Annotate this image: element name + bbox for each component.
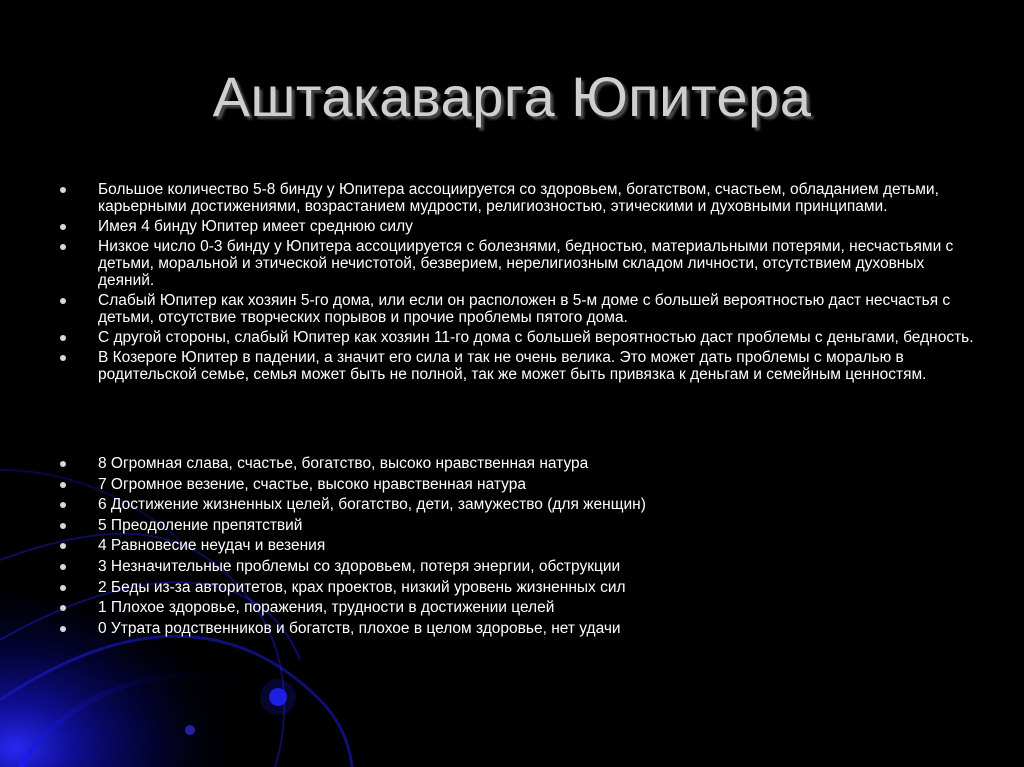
bullet-item (57, 329, 977, 346)
scale-text: 0 Утрата родственников и богатств, плохое в целом здоровье, нет удачи (98, 619, 621, 637)
scale-item (57, 455, 977, 472)
scale-text: 8 Огромная слава, счастье, богатство, высоко нравственная натура (98, 455, 589, 472)
bullet-text: Слабый Юпитер как хозяин 5-го дома, или если он расположен в 5-м доме с большей вероятностью даст несчастья с детьми, отсутствие творческих порывов и прочие проблемы пятого дома. (98, 292, 951, 326)
bullet-dot-icon (60, 502, 66, 508)
bullet-dot-icon (60, 224, 66, 230)
bullet-dot-icon (60, 543, 66, 549)
scale-text: 1 Плохое здоровье, поражения, трудности в достижении целей (98, 599, 555, 617)
bullet-text: Имея 4 бинду Юпитер имеет среднюю силу (98, 218, 413, 235)
bindu-scale-list (57, 455, 977, 640)
bullet-dot-icon (60, 298, 66, 304)
main-bullet-list (57, 181, 977, 386)
bullet-item (57, 218, 977, 235)
scale-text: 2 Беды из-за авторитетов, крах проектов, низкий уровень жизненных сил (98, 578, 626, 596)
slide-title: Аштакаварга Юпитера (212, 65, 812, 128)
scale-item (57, 476, 977, 493)
bullet-item (57, 349, 977, 383)
scale-text: 7 Огромное везение, счастье, высоко нравственная натура (98, 475, 526, 493)
bullet-dot-icon (60, 482, 66, 488)
scale-text: 5 Преодоление препятствий (98, 516, 303, 534)
bullet-dot-icon (60, 355, 66, 361)
scale-item (57, 558, 977, 575)
bullet-text: Низкое число 0-3 бинду у Юпитера ассоциируется с болезнями, бедностью, материальными потерями, несчастьями с детьми, моральной и этической нечистотой, безверием, нерелигиозным складом личности, отсутствием духовных деяний. (98, 238, 954, 289)
bullet-dot-icon (60, 585, 66, 591)
scale-text: 3 Незначительные проблемы со здоровьем, потеря энергии, обструкции (98, 557, 621, 575)
bullet-text: С другой стороны, слабый Юпитер как хозяин 11-го дома с большей вероятностью даст проблемы с деньгами, бедность. (98, 329, 974, 346)
bullet-item (57, 292, 977, 326)
bullet-dot-icon (60, 244, 66, 250)
scale-item (57, 579, 977, 596)
bullet-text: В Козероге Юпитер в падении, а значит его сила и так не очень велика. Это может дать проблемы с моралью в родительской семье, семья может быть не полной, так же может быть привязка к деньгам и семейным ценностям. (98, 349, 927, 383)
bullet-text: Большое количество 5-8 бинду у Юпитера ассоциируется со здоровьем, богатством, счастьем, обладанием детьми, карьерными достижениями, возрастанием мудрости, религиозностью, этическими и духовными принципами. (98, 181, 939, 215)
bullet-dot-icon (60, 335, 66, 341)
bullet-dot-icon (60, 564, 66, 570)
scale-item (57, 517, 977, 534)
scale-item (57, 620, 977, 637)
scale-text: 4 Равновесие неудач и везения (98, 537, 326, 555)
bullet-dot-icon (60, 626, 66, 632)
bullet-dot-icon (60, 461, 66, 467)
bullet-dot-icon (60, 605, 66, 611)
bullet-item (57, 238, 977, 289)
bullet-item (57, 181, 977, 215)
scale-item (57, 496, 977, 513)
scale-item (57, 599, 977, 616)
scale-item (57, 537, 977, 554)
scale-text: 6 Достижение жизненных целей, богатство, дети, замужество (для женщин) (98, 496, 646, 514)
bullet-dot-icon (60, 187, 66, 193)
bullet-dot-icon (60, 523, 66, 529)
